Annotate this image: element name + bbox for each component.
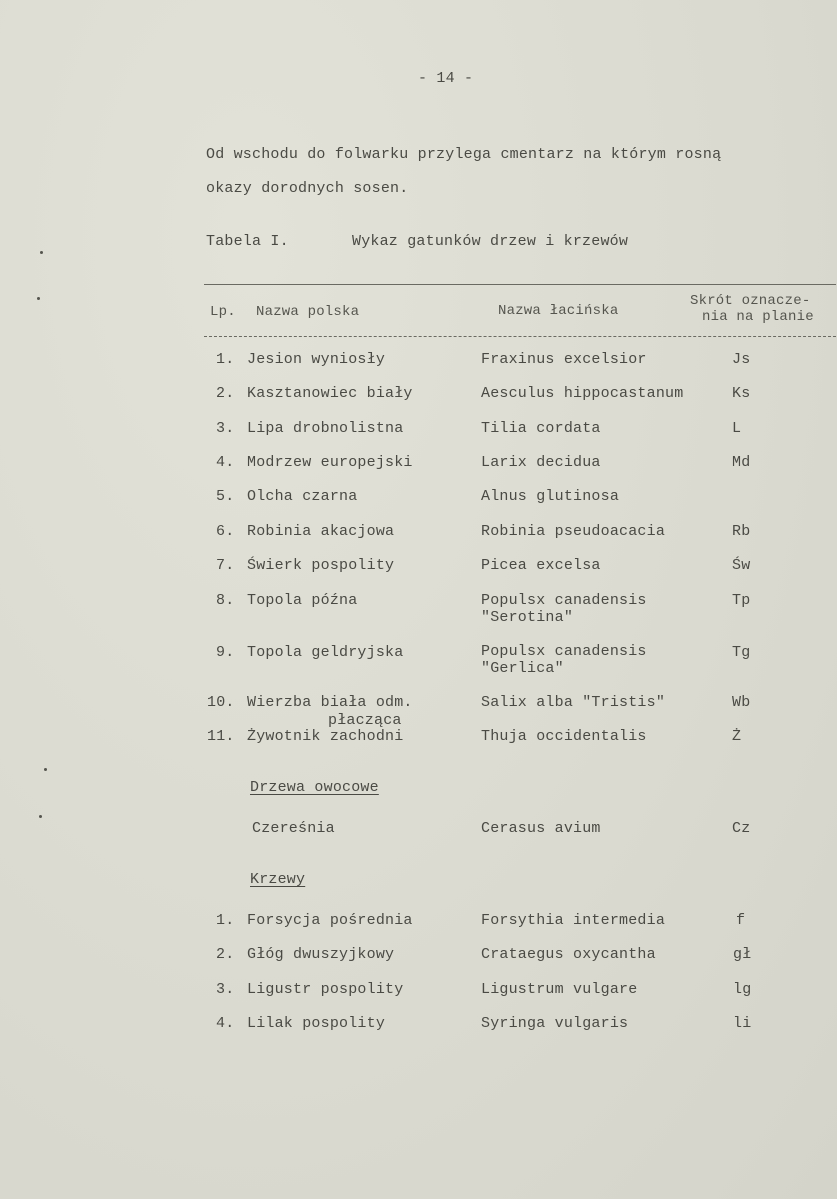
row-latin-name: Syringa vulgaris bbox=[481, 1015, 629, 1032]
row-latin-name: Larix decidua bbox=[481, 454, 601, 471]
row-polish-name: Czereśnia bbox=[252, 820, 335, 837]
row-latin-name: Robinia pseudoacacia bbox=[481, 523, 666, 540]
row-lp: 6. bbox=[216, 523, 235, 540]
row-lp: 1. bbox=[216, 351, 235, 368]
row-polish-name: Ligustr pospolity bbox=[247, 981, 404, 998]
row-lp: 5. bbox=[216, 488, 235, 505]
row-latin-name: Cerasus avium bbox=[481, 820, 601, 837]
column-header-lp: Lp. bbox=[210, 304, 236, 320]
intro-line-1: Od wschodu do folwarku przylega cmentarz na którym rosną bbox=[206, 146, 722, 163]
row-lp: 3. bbox=[216, 981, 235, 998]
column-header-polish: Nazwa polska bbox=[256, 304, 360, 320]
row-latin-name: Picea excelsa bbox=[481, 557, 601, 574]
row-polish-name: Topola geldryjska bbox=[247, 644, 404, 661]
row-polish-name: Świerk pospolity bbox=[247, 557, 395, 574]
row-lp: 4. bbox=[216, 1015, 235, 1032]
row-abbr: Md bbox=[732, 454, 751, 471]
row-polish-name: Topola późna bbox=[247, 592, 358, 609]
row-abbr: f bbox=[736, 912, 746, 929]
row-abbr: Św bbox=[732, 557, 751, 574]
row-lp: 2. bbox=[216, 385, 235, 402]
row-abbr: Ks bbox=[732, 385, 751, 402]
page-number: - 14 - bbox=[418, 70, 474, 87]
row-abbr: Tp bbox=[732, 592, 751, 609]
row-latin-name: Crataegus oxycantha bbox=[481, 946, 656, 963]
margin-mark bbox=[39, 815, 42, 818]
row-lp: 1. bbox=[216, 912, 235, 929]
table-header-rule bbox=[204, 336, 836, 337]
column-header-latin: Nazwa łacińska bbox=[498, 303, 619, 319]
row-polish-name: Wierzba biała odm. bbox=[247, 694, 413, 711]
row-polish-name: Forsycja pośrednia bbox=[247, 912, 413, 929]
row-abbr: Rb bbox=[732, 523, 751, 540]
row-abbr: lg bbox=[733, 981, 752, 998]
row-polish-name: Głóg dwuszyjkowy bbox=[247, 946, 395, 963]
row-latin-name: Fraxinus excelsior bbox=[481, 351, 647, 368]
row-latin-name: Thuja occidentalis bbox=[481, 728, 647, 745]
row-lp: 2. bbox=[216, 946, 235, 963]
row-polish-name: Modrzew europejski bbox=[247, 454, 413, 471]
row-abbr: L bbox=[732, 420, 742, 437]
table-top-rule bbox=[204, 284, 836, 285]
row-polish-name-cont: płacząca bbox=[328, 712, 402, 729]
row-polish-name: Lipa drobnolistna bbox=[247, 420, 404, 437]
row-latin-name: Populsx canadensis bbox=[481, 643, 647, 660]
column-header-abbr-line-2: nia na planie bbox=[702, 309, 814, 325]
row-latin-name: Populsx canadensis bbox=[481, 592, 647, 609]
row-abbr: Ż bbox=[732, 728, 742, 745]
row-latin-name: Aesculus hippocastanum bbox=[481, 385, 684, 402]
margin-mark bbox=[40, 251, 43, 254]
column-header-abbr-line-1: Skrót oznacze- bbox=[690, 293, 811, 309]
row-lp: 7. bbox=[216, 557, 235, 574]
row-lp: 10. bbox=[207, 694, 235, 711]
shrubs-heading: Krzewy bbox=[250, 871, 306, 888]
fruit-trees-heading: Drzewa owocowe bbox=[250, 779, 379, 796]
margin-mark bbox=[37, 297, 40, 300]
row-polish-name: Lilak pospolity bbox=[247, 1015, 386, 1032]
row-polish-name: Żywotnik zachodni bbox=[247, 728, 404, 745]
row-abbr: li bbox=[733, 1015, 752, 1032]
row-lp: 8. bbox=[216, 592, 235, 609]
row-abbr: gł bbox=[733, 946, 752, 963]
row-abbr: Js bbox=[732, 351, 751, 368]
row-latin-name: Ligustrum vulgare bbox=[481, 981, 638, 998]
row-latin-name: Salix alba "Tristis" bbox=[481, 694, 666, 711]
intro-line-2: okazy dorodnych sosen. bbox=[206, 180, 409, 197]
row-lp: 4. bbox=[216, 454, 235, 471]
row-latin-name: Tilia cordata bbox=[481, 420, 601, 437]
table-caption-title: Wykaz gatunków drzew i krzewów bbox=[352, 233, 629, 250]
row-latin-name: Forsythia intermedia bbox=[481, 912, 666, 929]
row-abbr: Wb bbox=[732, 694, 751, 711]
row-polish-name: Kasztanowiec biały bbox=[247, 385, 413, 402]
row-polish-name: Olcha czarna bbox=[247, 488, 358, 505]
row-polish-name: Robinia akacjowa bbox=[247, 523, 395, 540]
row-abbr: Tg bbox=[732, 644, 751, 661]
row-latin-name-cont: "Serotina" bbox=[481, 609, 574, 626]
row-latin-name-cont: "Gerlica" bbox=[481, 660, 564, 677]
row-latin-name: Alnus glutinosa bbox=[481, 488, 620, 505]
row-abbr: Cz bbox=[732, 820, 751, 837]
margin-mark bbox=[44, 768, 47, 771]
row-lp: 9. bbox=[216, 644, 235, 661]
table-caption-label: Tabela I. bbox=[206, 233, 289, 250]
row-lp: 11. bbox=[207, 728, 235, 745]
row-polish-name: Jesion wyniosły bbox=[247, 351, 386, 368]
row-lp: 3. bbox=[216, 420, 235, 437]
